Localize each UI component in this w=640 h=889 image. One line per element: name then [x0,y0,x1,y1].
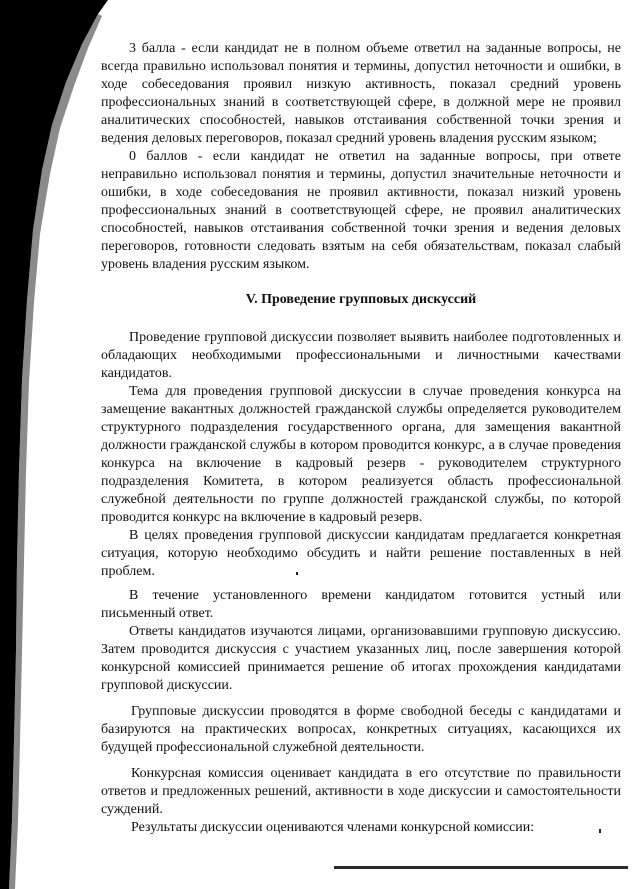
scan-shadow-edge [0,0,108,889]
scan-speck [296,572,298,575]
section-paragraph-format: Групповые дискуссии проводятся в форме свободной беседы с кандидатами и базируются на практических вопросах, конкретных ситуациях, касающихся их будущей профессиональной служебной деятельности. [101,704,621,755]
section-paragraph-situation: В целях проведения групповой дискуссии кандидатам предлагается конкретная ситуация, которую необходимо обсудить и найти решение поставленных в ней проблем. [101,528,621,579]
document-body [101,40,621,837]
section-paragraph-intro: Проведение групповой дискуссии позволяет выявить наиболее подготовленных и обладающих необходимыми профессиональными и личностными качествами кандидатов. [101,330,621,381]
bottom-scan-rule [334,866,628,869]
section-paragraph-results: Результаты дискуссии оцениваются членами конкурсной комиссии: [131,820,535,835]
section-paragraph-answer: В течение установленного времени кандидатом готовится устный или письменный ответ. [101,588,621,621]
criteria-paragraph-3-points: 3 балла - если кандидат не в полном объеме ответил на заданные вопросы, не всегда правильно использовал понятия и термины, допустил неточности и ошибки, в ходе собеседования проявил низкую активность, показал средний уровень профессиональных знаний в соответствующей сфере, в должной мере не проявил аналитических способностей, навыков отстаивания собственной точки зрения и ведения деловых переговоров, показал средний уровень владения русским языком; [101,41,621,146]
criteria-paragraph-0-points: 0 баллов - если кандидат не ответил на заданные вопросы, при ответе неправильно использовал понятия и термины, допустил значительные неточности и ошибки, в ходе собеседования не проявил активности, показал низкий уровень профессиональных знаний в соответствующей сфере, не проявил аналитических способностей, навыков отстаивания собственной точки зрения и ведения деловых переговоров, готовности следовать взятым на себя обязательствам, показал слабый уровень владения русским языком. [101,149,621,272]
scan-speck [599,829,601,833]
section-paragraph-review: Ответы кандидатов изучаются лицами, организовавшими групповую дискуссию. Затем проводится дискуссия с участием указанных лиц, после завершения которой конкурсной комиссией принимается решение об итогах прохождения кандидатами групповой дискуссии. [101,624,621,693]
section-paragraph-assessment: Конкурсная комиссия оценивает кандидата в его отсутствие по правильности ответов и предложенных решений, активности в ходе дискуссии и самостоятельности суждений. [101,766,621,817]
section-heading: V. Проведение групповых дискуссий [245,292,477,307]
section-paragraph-topic: Тема для проведения групповой дискуссии в случае проведения конкурса на замещение вакантных должностей гражданской службы определяется руководителем структурного подразделения государственного органа, для замещения вакантной должности гражданской службы в котором проводится конкурс, а в случае проведения конкурса на включение в кадровый резерв - руководителем структурного подразделения Комитета, в котором реализуется область профессиональной служебной деятельности по группе должностей гражданской службы, по которой проводится конкурс на включение в кадровый резерв. [101,384,621,525]
